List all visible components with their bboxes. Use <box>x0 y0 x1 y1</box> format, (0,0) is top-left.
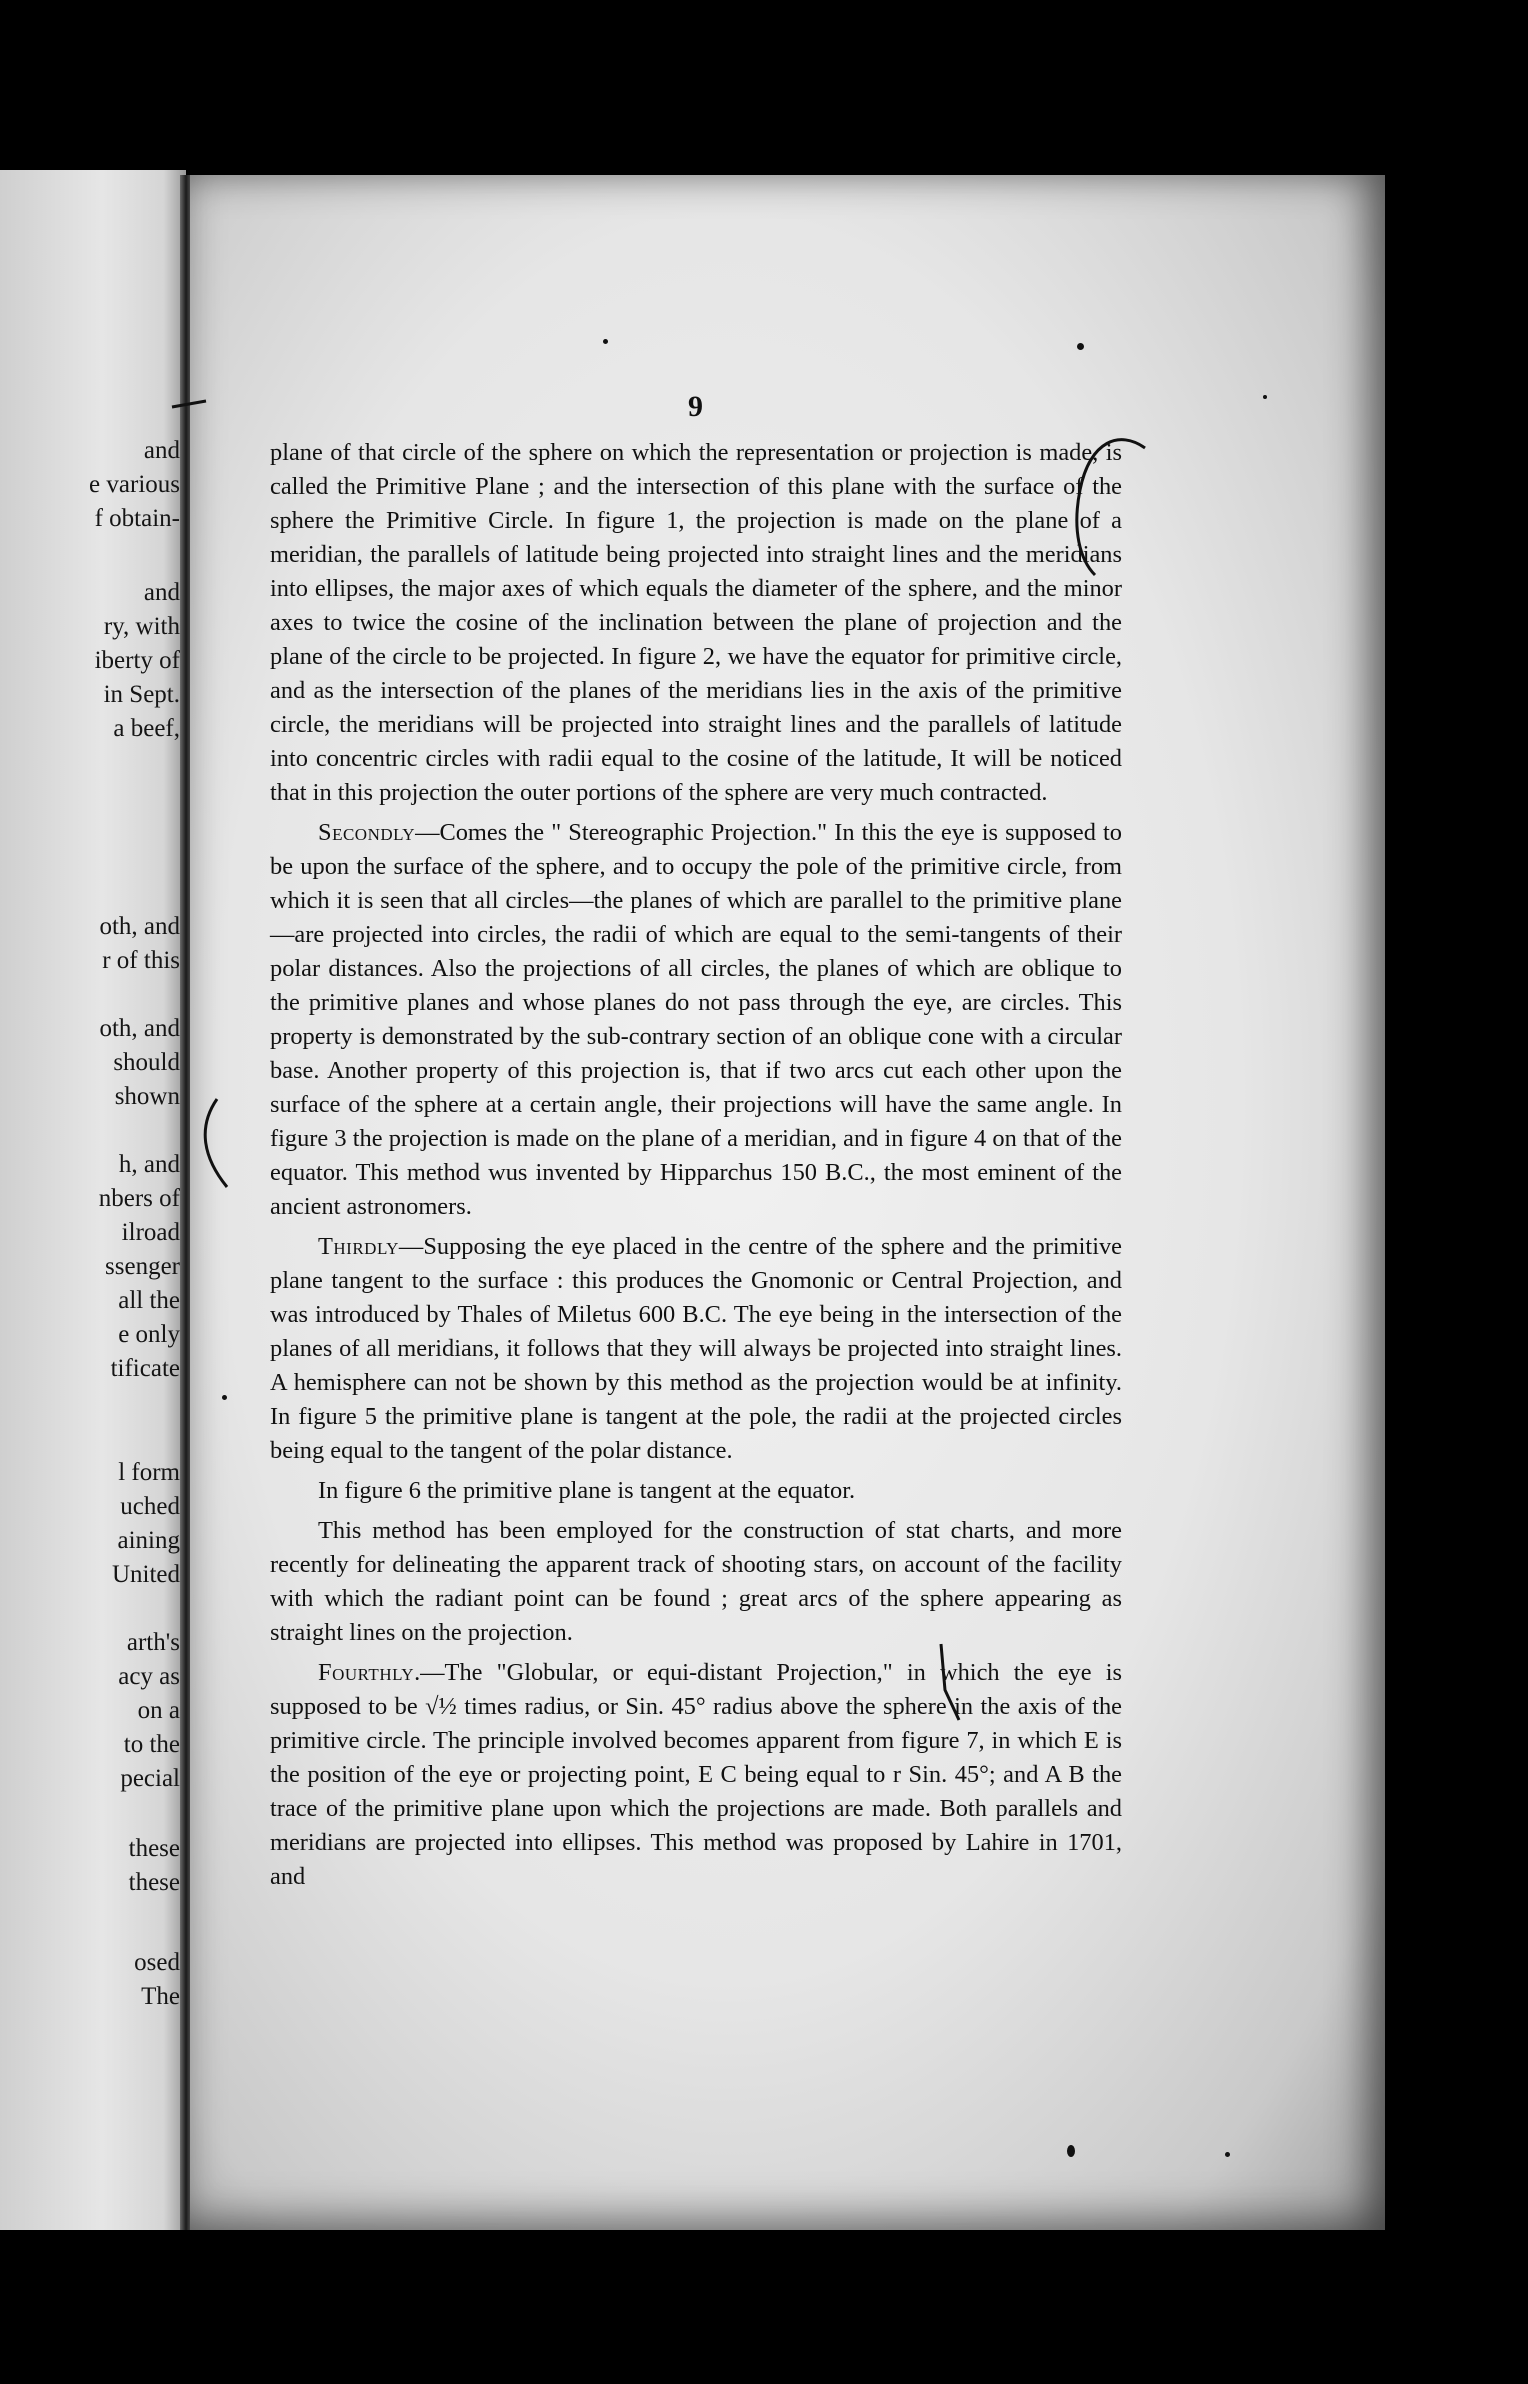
left-page-line: United <box>111 1561 180 1588</box>
left-page-line: l form <box>118 1459 180 1486</box>
left-page-line: arth's <box>126 1629 180 1656</box>
left-page-line: e various <box>89 471 180 498</box>
left-page-line: shown <box>114 1083 180 1110</box>
paragraph-text: This method has been employed for the construction of stat charts, and more recently for delineating the apparent track of shooting stars, on account of the facility with which the radiant point can be found ; great arcs of the sphere appearing as straight lines on the projection. <box>270 1517 1122 1646</box>
left-page-line: a beef, <box>113 715 180 742</box>
paragraph-lead: Fourthly <box>318 1659 415 1686</box>
left-page-line: tificate <box>110 1355 180 1382</box>
left-page-line: aining <box>117 1527 180 1554</box>
left-page-line: should <box>113 1049 180 1076</box>
left-page-line: uched <box>120 1493 180 1520</box>
paragraph-text: —Supposing the eye placed in the centre of the sphere and the primitive plane tangent to the surface : this produces the Gnomonic or Central Projection, and was introduced by Thales of Miletus 600 B.C. The eye being in the intersection of the planes of all meridians, it follows that they will always be projected into straight lines. A hemisphere can not be shown by this method as the projection would be at infinity. In figure 5 the primitive plane is tangent at the pole, the radii at the projected circles being equal to the tangent of the polar distance. <box>270 1233 1122 1464</box>
left-page-line: all the <box>118 1287 180 1314</box>
page-number: 9 <box>688 390 703 423</box>
left-page-line: h, and <box>118 1151 180 1178</box>
paragraph <box>270 1474 1122 1508</box>
paragraph-text: .—The "Globular, or equi-distant Projection," in which the eye is supposed to be √½ times radius, or Sin. 45° radius above the sphere in the axis of the primitive circle. The principle involved becomes apparent from figure 7, in which E is the position of the eye or projecting point, E C being equal to r Sin. 45°; and A B the trace of the primitive plane upon which the projections are made. Both parallels and meridians are projected into ellipses. This method was proposed by Lahire in 1701, and <box>270 1659 1122 1890</box>
left-page-line: on a <box>137 1697 180 1724</box>
paragraph-lead: Secondly <box>318 819 416 846</box>
left-page-line: e only <box>118 1321 180 1348</box>
pen-mark-left <box>170 395 210 415</box>
left-page-line: pecial <box>120 1765 180 1792</box>
pen-mark-arc <box>1050 430 1150 590</box>
left-page-line: ilroad <box>121 1219 180 1246</box>
left-page-line: in Sept. <box>103 681 180 708</box>
left-page-line: iberty of <box>94 647 180 674</box>
paragraph <box>270 436 1122 810</box>
dust-speck <box>603 339 608 344</box>
left-page-line: acy as <box>118 1663 180 1690</box>
left-page-line: f obtain- <box>94 505 180 532</box>
left-page-line: these <box>128 1869 180 1896</box>
paragraph <box>270 1514 1122 1650</box>
paragraph <box>270 1230 1122 1468</box>
left-page-line: to the <box>123 1731 180 1758</box>
paragraph-text: —Comes the " Stereographic Projection." In this the eye is supposed to be upon the surface of the sphere, and to occupy the pole of the primitive circle, from which it is seen that all circles—the planes of which are parallel to the primitive plane—are projected into circles, the radii of which are equal to the semi-tangents of their polar distances. Also the projections of all circles, the planes of which are oblique to the primitive planes and whose planes do not pass through the eye, are circles. This property is demonstrated by the sub-contrary section of an oblique cone with a circular base. Another property of this projection is, that if two arcs cut each other upon the surface of the sphere at a certain angle, their projections will have the same angle. In figure 3 the projection is made on the plane of a meridian, and in figure 4 on that of the equator. This method wus invented by Hipparchus 150 B.C., the most eminent of the ancient astronomers. <box>270 819 1122 1220</box>
left-page-line: and <box>143 437 180 464</box>
body-text <box>270 436 1122 1900</box>
left-page-line: oth, and <box>99 913 180 940</box>
dust-speck <box>1225 2152 1230 2157</box>
left-page-line: and <box>143 579 180 606</box>
left-page-line: nbers of <box>98 1185 180 1212</box>
left-page-line: these <box>128 1835 180 1862</box>
paragraph-lead: Thirdly <box>318 1233 399 1260</box>
left-page-line: oth, and <box>99 1015 180 1042</box>
pen-mark-bracket <box>195 1095 235 1195</box>
paragraph-text: In figure 6 the primitive plane is tangent at the equator. <box>318 1477 856 1504</box>
paragraph-text: plane of that circle of the sphere on which the representation or projection is made, is called the Primitive Plane ; and the intersection of this plane with the surface of the sphere the Primitive Circle. In figure 1, the projection is made on the plane of a meridian, the parallels of latitude being projected into straight lines and the meridians into ellipses, the major axes of which equals the diameter of the sphere, and the minor axes to twice the cosine of the inclination between the plane of projection and the plane of the circle to be projected. In figure 2, we have the equator for primitive circle, and as the intersection of the planes of the meridians lies in the axis of the primitive circle, the meridians will be projected into straight lines and the parallels of latitude into concentric circles with radii equal to the cosine of the latitude, It will be noticed that in this projection the outer portions of the sphere are very much contracted. <box>270 439 1122 806</box>
dust-speck <box>1067 2145 1075 2157</box>
pen-mark-tick <box>935 1640 965 1730</box>
left-page-line: ry, with <box>103 613 180 640</box>
left-page-line: The <box>141 1983 180 2010</box>
dust-speck <box>222 1395 227 1400</box>
paragraph <box>270 1656 1122 1894</box>
paragraph <box>270 816 1122 1224</box>
dust-speck <box>1263 395 1267 399</box>
left-page-fragment <box>0 170 186 2230</box>
left-page-line: osed <box>134 1949 180 1976</box>
left-page-line: r of this <box>102 947 180 974</box>
left-page-line: ssenger <box>105 1253 180 1280</box>
dust-speck <box>1077 343 1084 350</box>
